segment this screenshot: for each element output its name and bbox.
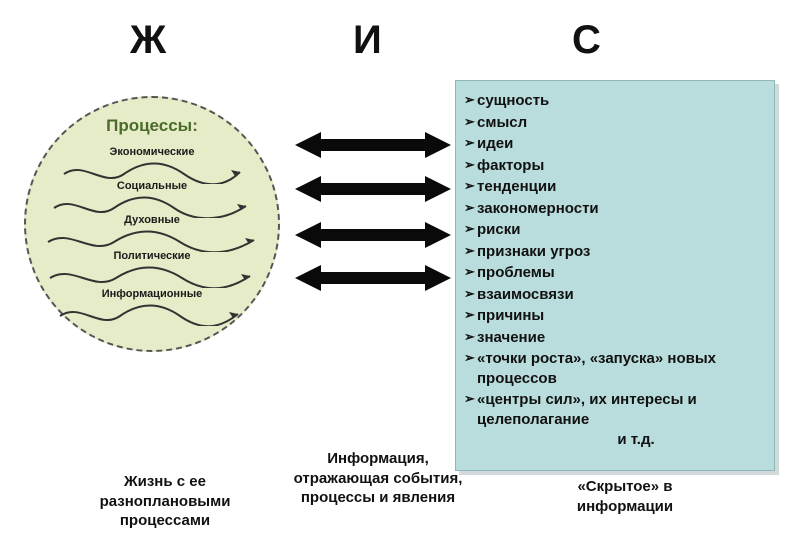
double-arrow-1: [295, 132, 451, 158]
list-item: [464, 113, 768, 133]
list-item: [464, 263, 768, 283]
list-item-label: «точки роста», «запуска» новых процессов: [477, 350, 716, 387]
double-arrow-2: [295, 176, 451, 202]
bullet-arrow-icon: ➢: [464, 285, 475, 301]
list-item: [464, 285, 768, 305]
bullet-arrow-icon: ➢: [464, 242, 475, 258]
list-item: [464, 306, 768, 326]
process-label-political: Политические: [113, 250, 191, 262]
list-item-label: тенденции: [477, 178, 557, 195]
list-item: [464, 390, 768, 429]
list-item-label: риски: [477, 221, 521, 238]
list-item: [464, 199, 768, 219]
header-letter-information: И: [353, 18, 383, 62]
process-label-spiritual: Духовные: [124, 214, 180, 226]
processes-title: Процессы:: [106, 116, 198, 135]
list-item-label: закономерности: [477, 199, 599, 217]
bullet-arrow-icon: ➢: [464, 391, 475, 406]
list-item-label: смысл: [477, 113, 528, 131]
list-item-label: идеи: [477, 135, 514, 152]
list-item-label: факторы: [477, 156, 545, 174]
bullet-arrow-icon: ➢: [464, 350, 475, 365]
bullet-arrow-icon: ➢: [464, 113, 475, 129]
header-letter-hidden: С: [572, 18, 602, 62]
list-item-label: признаки угроз: [477, 242, 591, 260]
bullet-arrow-icon: ➢: [464, 156, 475, 172]
list-item: [464, 242, 768, 262]
hidden-aspects-list: [464, 91, 768, 466]
process-label-social: Социальные: [116, 180, 188, 192]
wave-arrow-4: [26, 262, 278, 288]
bullet-arrow-icon: ➢: [464, 328, 475, 344]
list-item-label: «центры сил», их интересы и целеполагание: [477, 391, 697, 428]
double-arrow-4: [295, 265, 451, 291]
caption-information: Информация, отражающая события, процессы и явления: [293, 450, 463, 506]
double-arrow-3: [295, 222, 451, 248]
list-tail-note: и т.д.: [617, 431, 655, 448]
list-item: [464, 156, 768, 176]
list-item-label: сущность: [477, 92, 550, 109]
hidden-aspects-panel: [455, 80, 775, 471]
bullet-arrow-icon: ➢: [464, 264, 475, 279]
process-label-informational: Информационные: [101, 288, 203, 300]
bullet-arrow-icon: ➢: [464, 178, 475, 193]
header-letter-life: Ж: [130, 18, 168, 62]
processes-circle: [24, 96, 280, 352]
wave-arrow-3: [26, 226, 278, 252]
list-item: [464, 328, 768, 348]
list-item-label: взаимосвязи: [477, 285, 574, 303]
bullet-arrow-icon: ➢: [464, 307, 475, 322]
bullet-arrow-icon: ➢: [464, 199, 475, 215]
list-item-label: проблемы: [477, 264, 555, 281]
list-item: [464, 177, 768, 197]
bullet-arrow-icon: ➢: [464, 92, 475, 107]
caption-life: Жизнь с ее разноплановыми процессами: [99, 473, 231, 529]
wave-arrow-5: [26, 300, 278, 326]
list-item: [464, 220, 768, 240]
bullet-arrow-icon: ➢: [464, 135, 475, 150]
list-item: [464, 134, 768, 154]
process-label-economic: Экономические: [109, 146, 195, 158]
list-item: [464, 349, 768, 388]
list-item: [464, 91, 768, 111]
list-item-label: причины: [477, 307, 545, 324]
list-item-label: значение: [477, 328, 546, 346]
caption-hidden: «Скрытое» в информации: [576, 478, 674, 515]
bullet-arrow-icon: ➢: [464, 221, 475, 236]
